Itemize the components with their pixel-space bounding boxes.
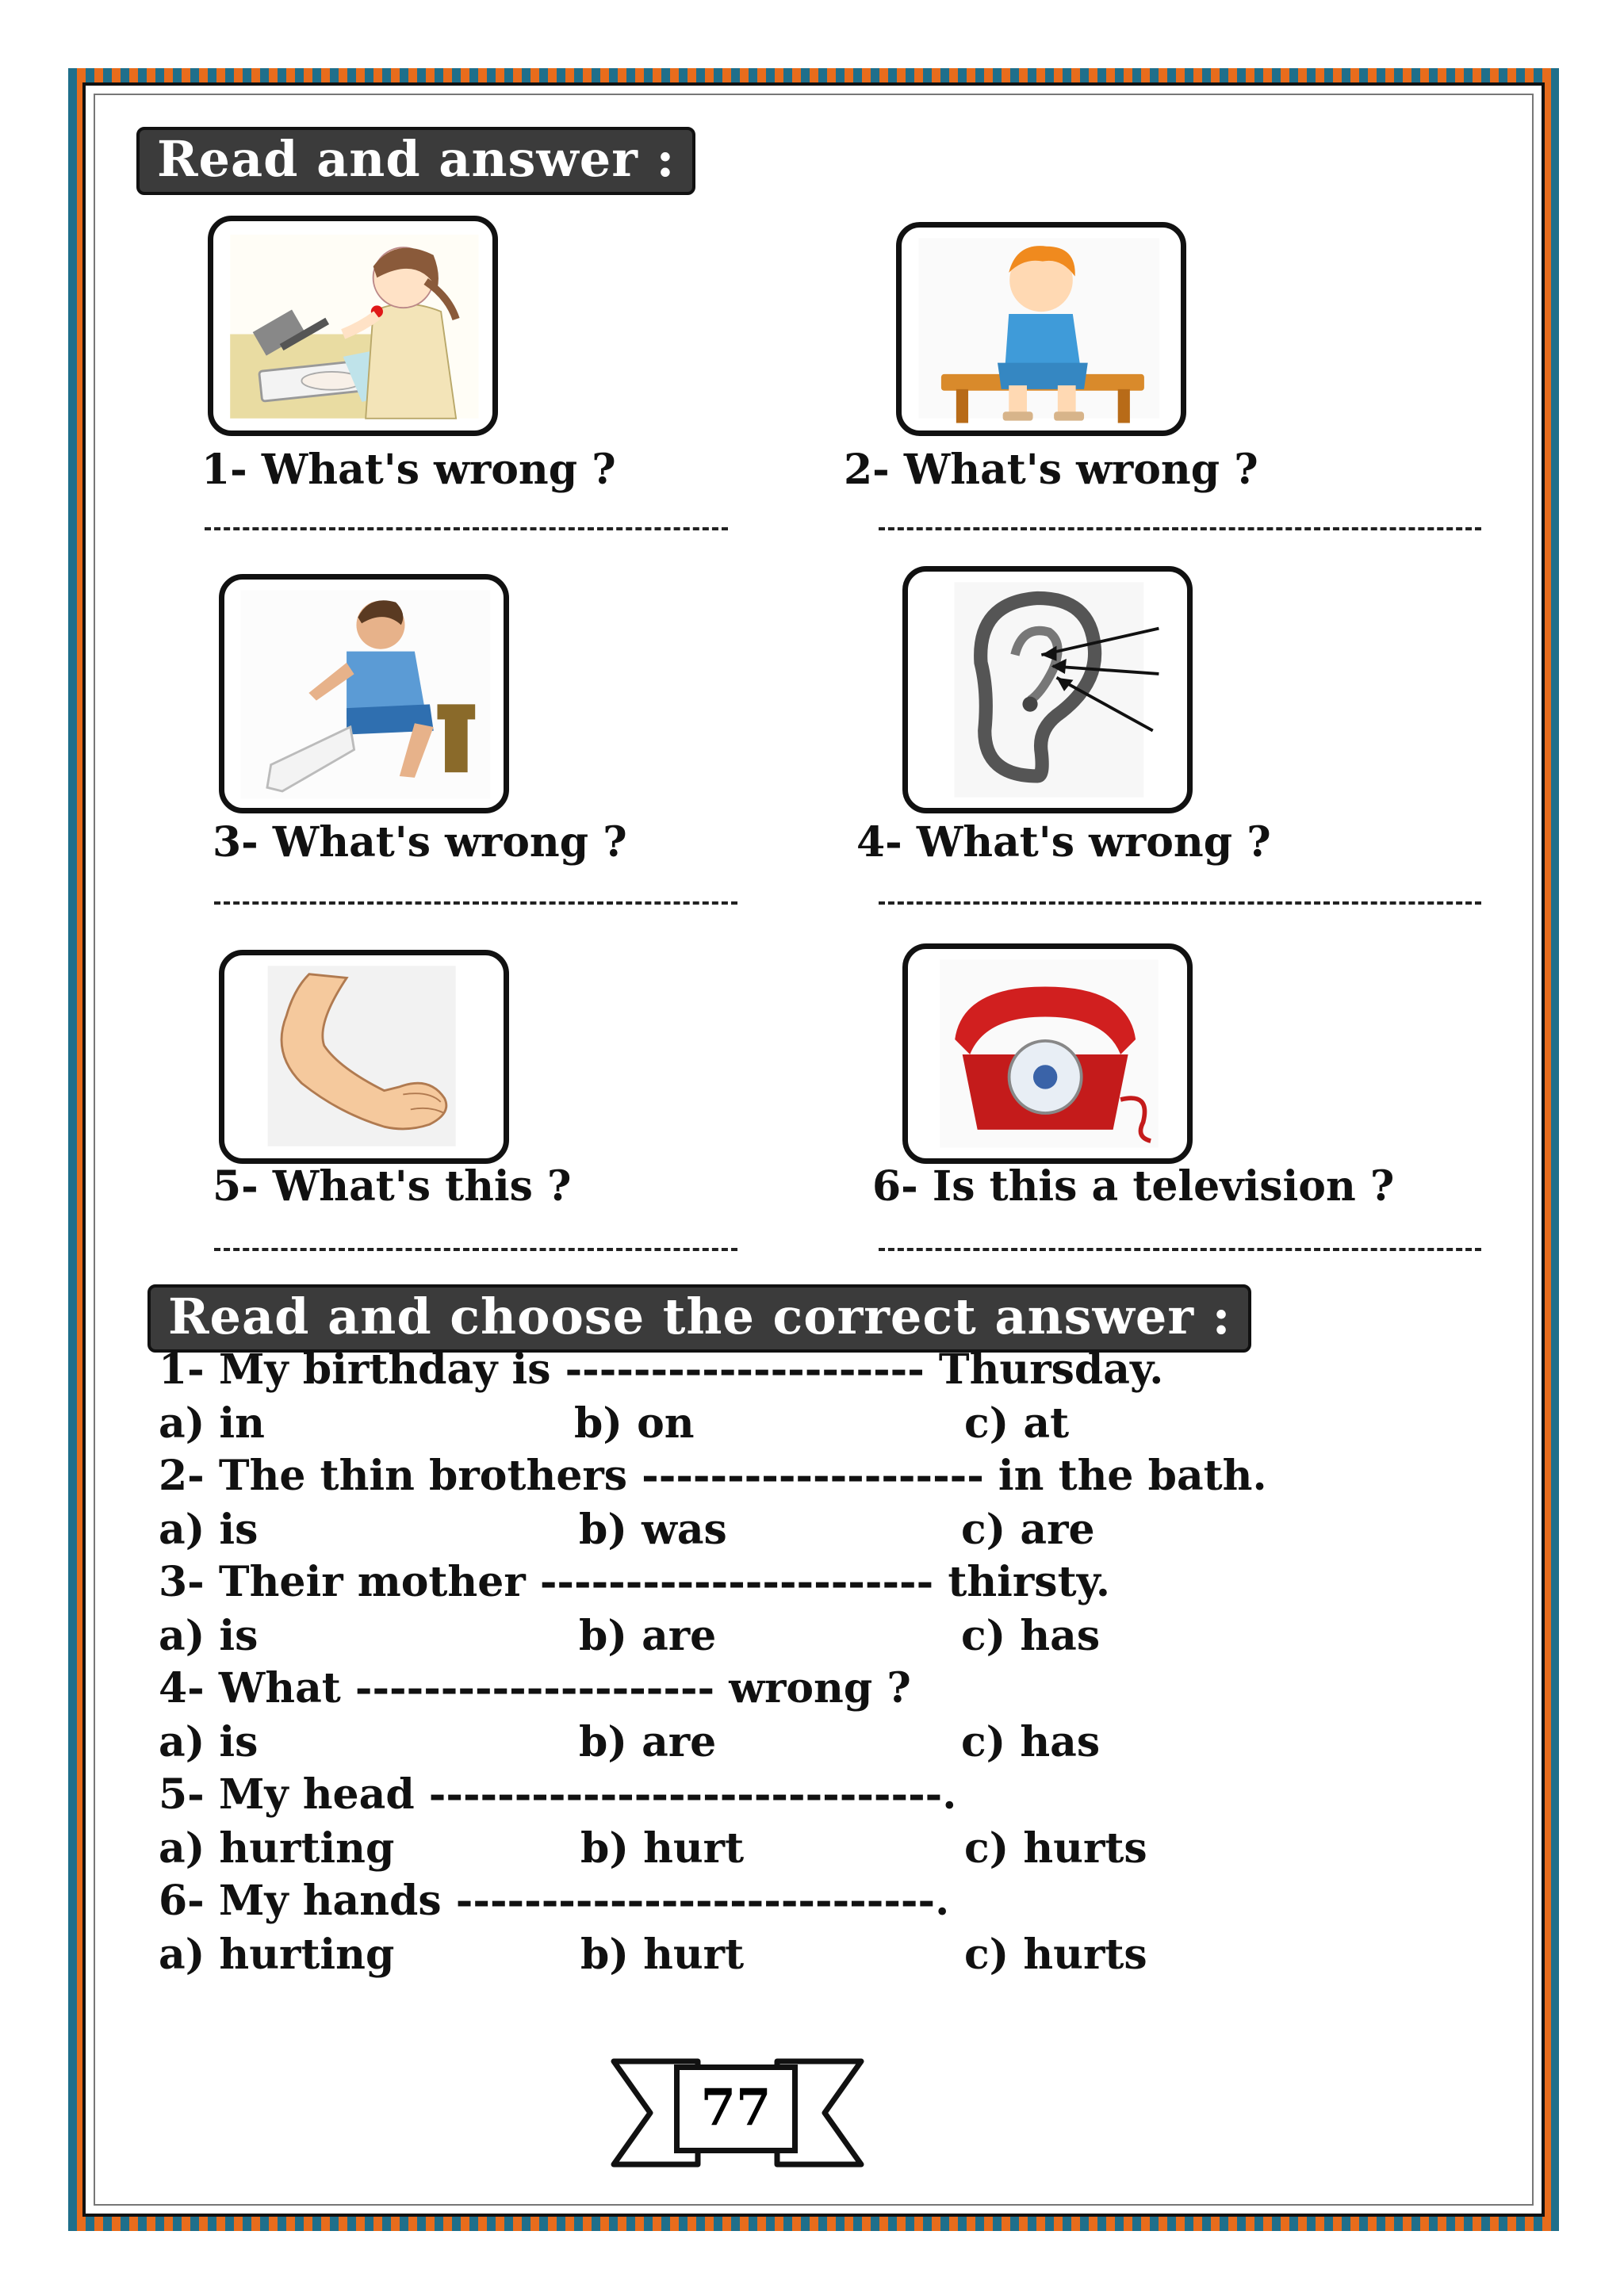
mcq-5-option-c[interactable]: c) hurts	[964, 1824, 1147, 1873]
question-5-text: 5- What's this ?	[213, 1162, 572, 1211]
answer-line-5[interactable]	[214, 1248, 737, 1251]
mcq-6-option-a[interactable]: a) hurting	[159, 1931, 395, 1979]
mcq-3-option-b[interactable]: b) are	[579, 1612, 717, 1660]
section-title-read-and-choose: Read and choose the correct answer :	[147, 1284, 1251, 1353]
page-number: 77	[674, 2064, 798, 2153]
girl-cut-finger-icon	[208, 216, 498, 436]
answer-line-4[interactable]	[879, 901, 1481, 905]
mcq-1-option-a[interactable]: a) in	[159, 1399, 265, 1448]
mcq-6-option-c[interactable]: c) hurts	[964, 1931, 1147, 1979]
section-title-read-and-answer: Read and answer :	[136, 127, 695, 195]
mcq-2-option-c[interactable]: c) are	[961, 1506, 1095, 1554]
question-2-text: 2- What's wrong ?	[844, 446, 1258, 494]
arm-icon	[219, 950, 509, 1164]
mcq-2-option-b[interactable]: b) was	[579, 1506, 727, 1554]
answer-line-6[interactable]	[879, 1248, 1481, 1251]
mcq-3-option-c[interactable]: c) has	[961, 1612, 1101, 1660]
question-1-text: 1- What's wrong ?	[201, 446, 616, 494]
answer-line-1[interactable]	[205, 527, 728, 530]
mcq-5-option-a[interactable]: a) hurting	[159, 1824, 395, 1873]
man-broken-leg-icon	[219, 574, 509, 813]
mcq-5-question: 5- My head ------------------------------.	[159, 1770, 957, 1819]
mcq-4-option-b[interactable]: b) are	[579, 1718, 717, 1766]
answer-line-3[interactable]	[214, 901, 737, 905]
mcq-4-question: 4- What --------------------- wrong ?	[159, 1664, 911, 1712]
telephone-icon	[902, 943, 1193, 1164]
answer-line-2[interactable]	[879, 527, 1481, 530]
ear-icon	[902, 566, 1193, 813]
question-6-text: 6- Is this a television ?	[872, 1162, 1395, 1211]
mcq-2-option-a[interactable]: a) is	[159, 1506, 259, 1554]
mcq-2-question: 2- The thin brothers -------------------- in the bath.	[159, 1452, 1267, 1500]
mcq-1-question: 1- My birthday is --------------------- Thursday.	[159, 1345, 1164, 1394]
mcq-1-option-b[interactable]: b) on	[574, 1399, 695, 1448]
mcq-4-option-c[interactable]: c) has	[961, 1718, 1101, 1766]
mcq-5-option-b[interactable]: b) hurt	[580, 1824, 745, 1873]
mcq-4-option-a[interactable]: a) is	[159, 1718, 259, 1766]
question-3-text: 3- What's wrong ?	[213, 818, 627, 867]
mcq-1-option-c[interactable]: c) at	[964, 1399, 1070, 1448]
mcq-3-option-a[interactable]: a) is	[159, 1612, 259, 1660]
mcq-6-option-b[interactable]: b) hurt	[580, 1931, 745, 1979]
boy-hurt-knee-icon	[896, 222, 1186, 436]
question-4-text: 4- What's wrong ?	[856, 818, 1271, 867]
mcq-3-question: 3- Their mother ----------------------- thirsty.	[159, 1558, 1110, 1606]
mcq-6-question: 6- My hands ----------------------------.	[159, 1877, 950, 1925]
